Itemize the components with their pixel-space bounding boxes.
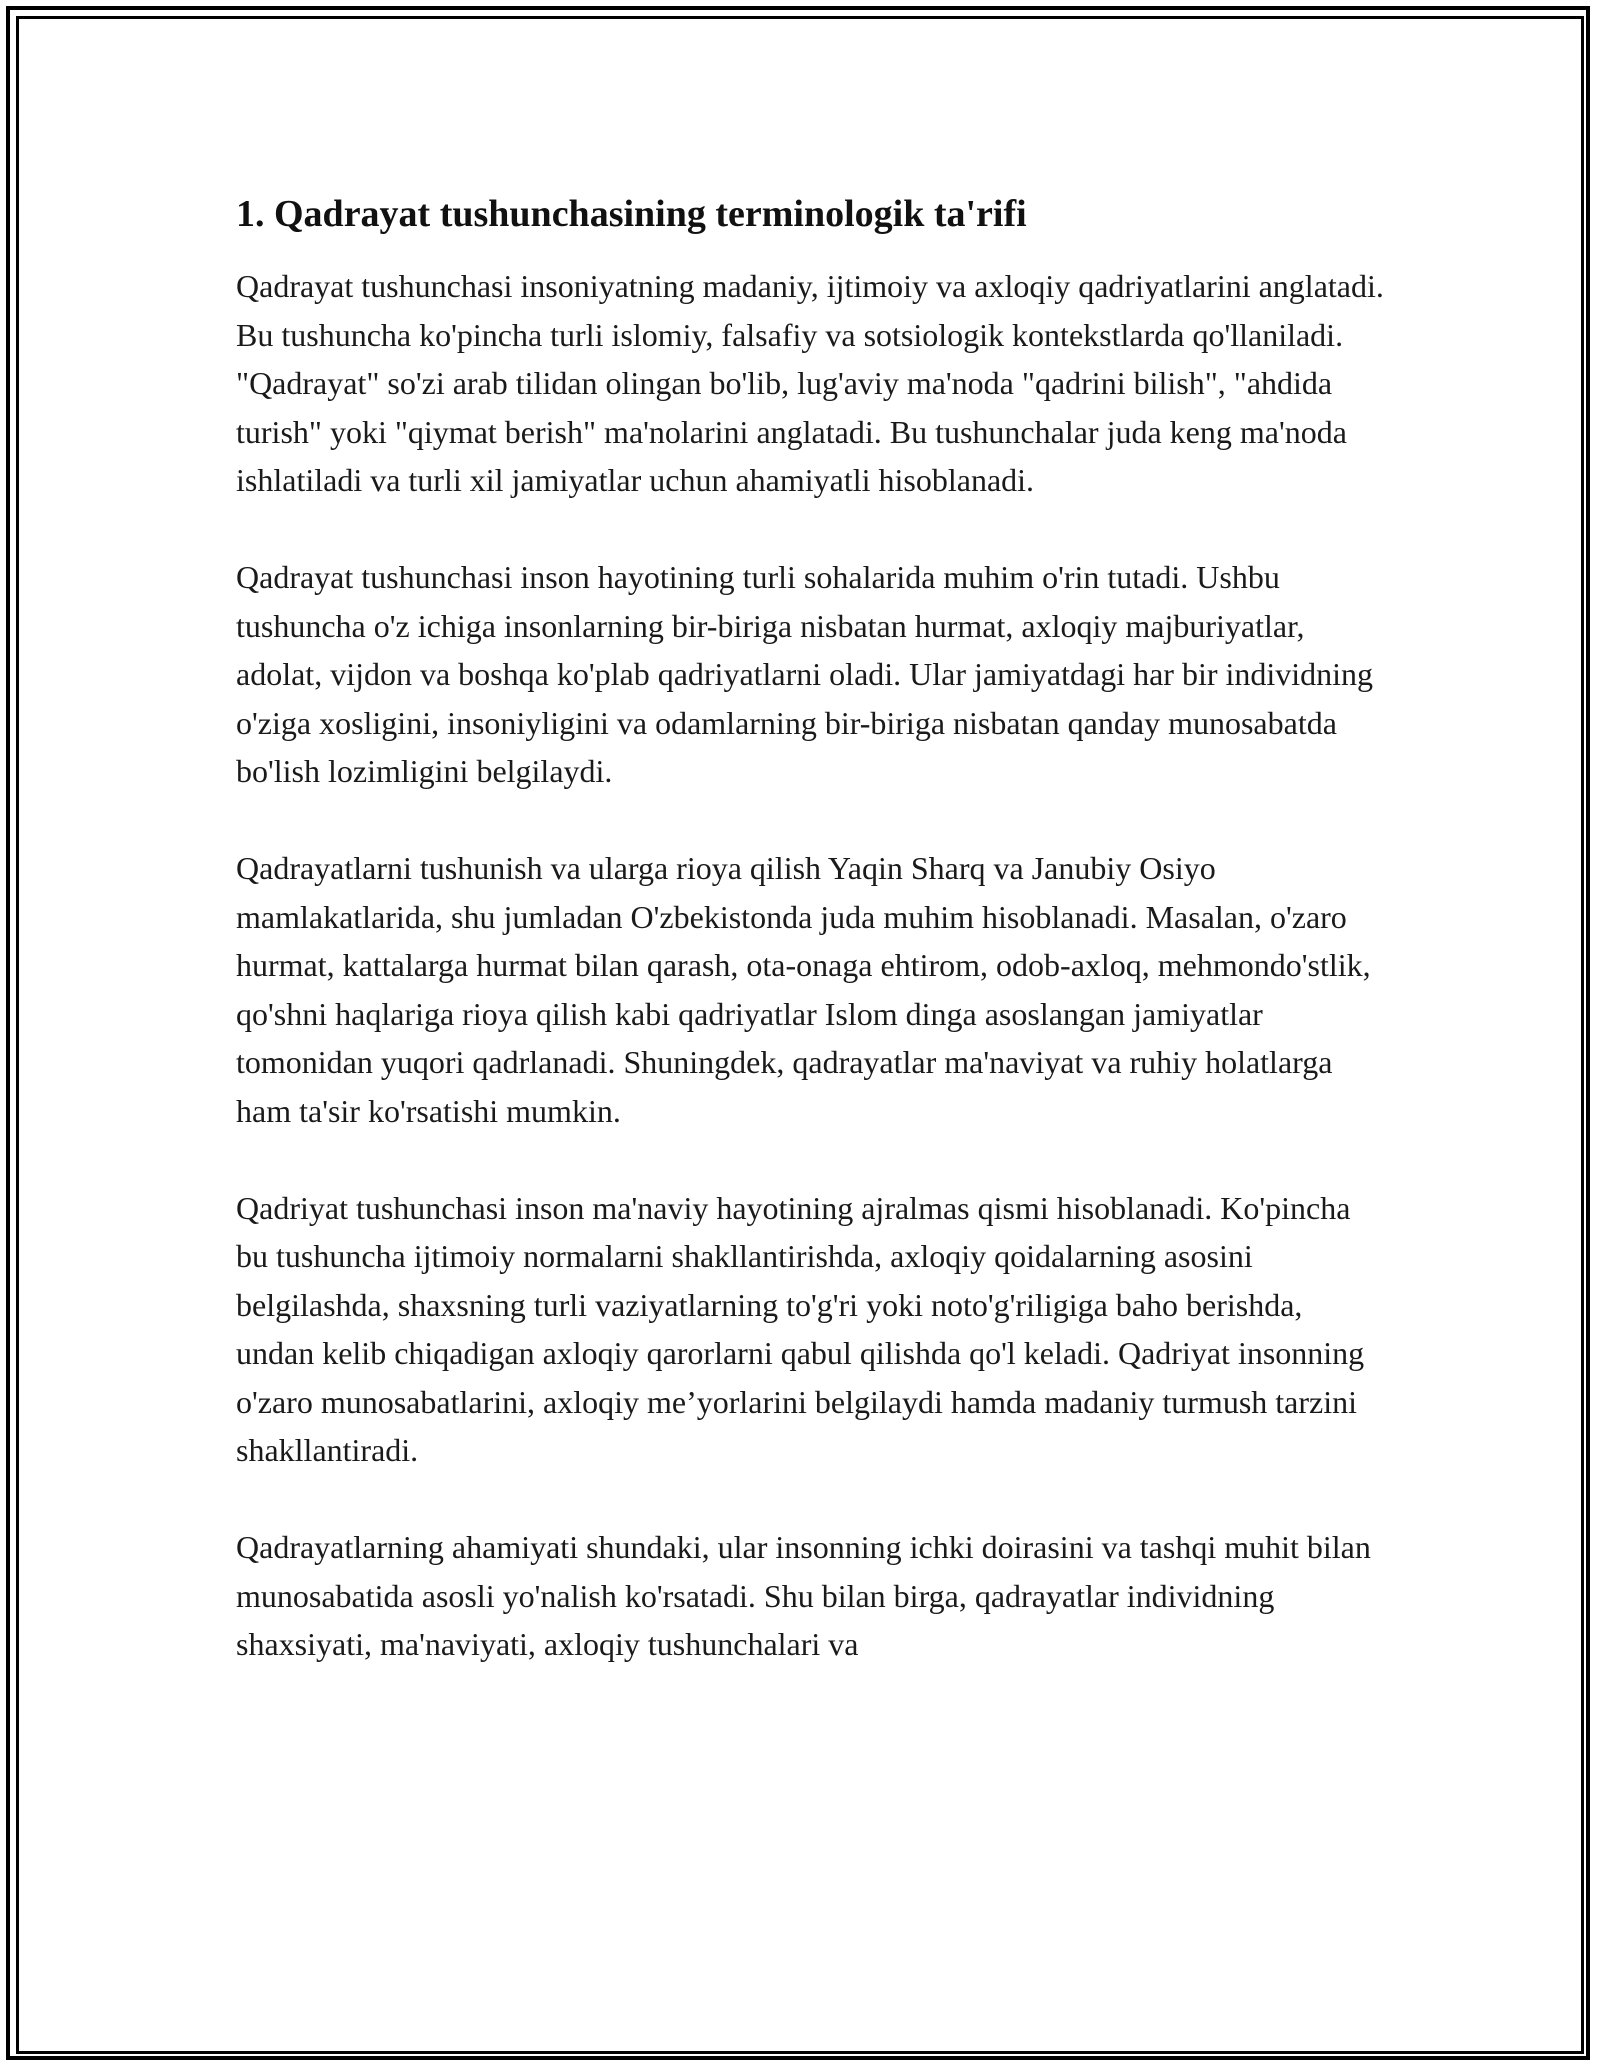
- paragraph-2: Qadrayat tushunchasi inson hayotining turli sohalarida muhim o'rin tutadi. Ushbu tushuncha o'z ichiga insonlarning bir-biriga nisbatan hurmat, axloqiy majburiyatlar, adolat, vijdon va boshqa ko'plab qadriyatlarni oladi. Ular jamiyatdagi har bir individning o'ziga xosligini, insoniyligini va odamlarning bir-biriga nisbatan qanday munosabatda bo'lish lozimligini belgilaydi.: [236, 559, 1374, 789]
- section-heading: 1. Qadrayat tushunchasining terminologik ta'rifi: [236, 193, 1027, 235]
- paragraph-3: Qadrayatlarni tushunish va ularga rioya qilish Yaqin Sharq va Janubiy Osiyo mamlakatlarida, shu jumladan O'zbekistonda juda muhim hisoblanadi. Masalan, o'zaro hurmat, kattalarga hurmat bilan qarash, ota-onaga ehtirom, odob-axloq, mehmondo'stlik, qo'shni haqlariga rioya qilish kabi qadriyatlar Islom dinga asoslangan jamiyatlar tomonidan yuqori qadrlanadi. Shuningdek, qadrayatlar ma'naviyat va ruhiy holatlarga ham ta'sir ko'rsatishi mumkin.: [236, 850, 1371, 1129]
- document-body: [236, 186, 1386, 1717]
- paragraph-5: Qadrayatlarning ahamiyati shundaki, ular insonning ichki doirasini va tashqi muhit bilan munosabatida asosli yo'nalish ko'rsatadi. Shu bilan birga, qadrayatlar individning shaxsiyati, ma'naviyati, axloqiy tushunchalari va: [236, 1529, 1371, 1662]
- paragraph-4: Qadriyat tushunchasi inson ma'naviy hayotining ajralmas qismi hisoblanadi. Ko'pincha bu tushuncha ijtimoiy normalarni shakllantirishda, axloqiy qoidalarning asosini belgilashda, shaxsning turli vaziyatlarning to'g'ri yoki noto'g'riligiga baho berishda, undan kelib chiqadigan axloqiy qarorlarni qabul qilishda qo'l keladi. Qadriyat insonning o'zaro munosabatlarini, axloqiy me’yorlarini belgilaydi hamda madaniy turmush tarzini shakllantiradi.: [236, 1189, 1365, 1468]
- paragraph-1: Qadrayat tushunchasi insoniyatning madaniy, ijtimoiy va axloqiy qadriyatlarini anglatadi. Bu tushuncha ko'pincha turli islomiy, falsafiy va sotsiologik kontekstlarda qo'llaniladi. "Qadrayat" so'zi arab tilidan olingan bo'lib, lug'aviy ma'noda "qadrini bilish", "ahdida turish" yoki "qiymat berish" ma'nolarini anglatadi. Bu tushunchalar juda keng ma'noda ishlatiladi va turli xil jamiyatlar uchun ahamiyatli hisoblanadi.: [236, 268, 1384, 498]
